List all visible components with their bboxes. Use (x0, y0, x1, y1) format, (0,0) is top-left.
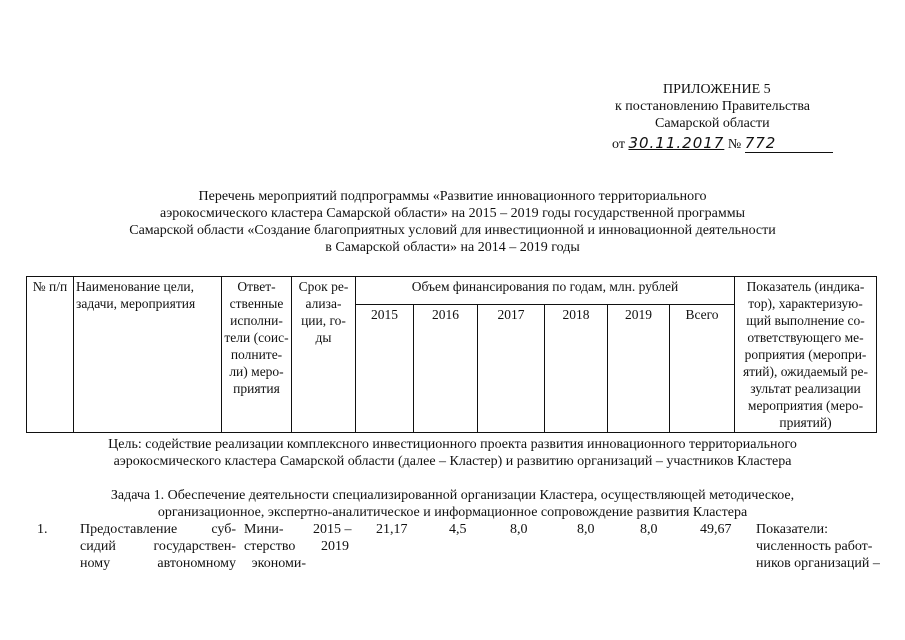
title-line-4: в Самарской области» на 2014 – 2019 годы (325, 240, 580, 255)
task-line-1: Задача 1. Обеспечение деятельности специализированной организации Кластера, осуществляющей методическое, (110, 488, 795, 503)
decree-line-1: к постановлению Правительства (615, 99, 811, 114)
task-line-2: организационное, экспертно-аналитическое и информационное сопровождение развития Кластера (157, 505, 748, 520)
row-1-resp-line-1: Мини- (244, 522, 284, 537)
row-1-resp-line-2: стерство (244, 539, 296, 554)
row-1-indicator-line-2: численность работ- (756, 539, 873, 554)
row-1-indicator-line-3: ников организаций – (756, 556, 880, 571)
row-1-name-line-3: ному автономному (80, 556, 236, 571)
header-col-name: Наименование цели, задачи, мероприятия (74, 277, 222, 433)
row-1-value-total: 49,67 (700, 522, 732, 537)
header-year-2019: 2019 (608, 305, 670, 433)
measures-table-header (26, 276, 877, 433)
header-col-indicator: Показатель (индика-тор), характеризую-щий выполнение со-ответствующего ме-роприятия (меропри-ятий), ожидаемый ре-зультат реализации мероприятия (меро-приятий) (735, 277, 877, 433)
row-1-indicator-line-1: Показатели: (756, 522, 828, 537)
handwritten-date: 30.11.2017 (628, 134, 725, 152)
row-1-resp-line-3: экономи- (251, 556, 306, 571)
goal-line-1: Цель: содействие реализации комплексного инвестиционного проекта развития инновационного территориального (108, 437, 797, 452)
header-year-2017: 2017 (478, 305, 545, 433)
row-1-value-2015: 21,17 (376, 522, 408, 537)
row-1-name-line-1: Предоставление суб- (80, 522, 236, 537)
header-year-2015: 2015 (356, 305, 414, 433)
row-1-value-2016: 4,5 (449, 522, 467, 537)
decree-line-2: Самарской области (655, 116, 770, 131)
header-col-funding: Объем финансирования по годам, млн. рублей (356, 277, 735, 305)
row-1-term-line-2: 2019 (321, 539, 349, 554)
header-year-total: Всего (670, 305, 735, 433)
row-1-number: 1. (37, 522, 48, 537)
row-1-value-2019: 8,0 (640, 522, 658, 537)
title-line-1: Перечень мероприятий подпрограммы «Развитие инновационного территориального (198, 189, 707, 204)
date-prefix: от (612, 137, 625, 152)
header-col-term: Срок ре-ализа-ции, го-ды (292, 277, 356, 433)
header-col-number: № п/п (27, 277, 74, 433)
handwritten-number: 772 (745, 134, 833, 153)
goal-line-2: аэрокосмического кластера Самарской области (далее – Кластер) и развитию организаций – участников Кластера (113, 454, 792, 469)
header-col-responsible: Ответ-ственные исполни-тели (соис-полните-ли) меро-приятия (222, 277, 292, 433)
row-1-value-2018: 8,0 (577, 522, 595, 537)
title-line-2: аэрокосмического кластера Самарской области» на 2015 – 2019 годы государственной программы (160, 206, 745, 221)
header-year-2018: 2018 (545, 305, 608, 433)
row-1-name-line-2: сидий государствен- (80, 539, 236, 554)
row-1-term-line-1: 2015 – (313, 522, 352, 537)
appendix-label: ПРИЛОЖЕНИЕ 5 (663, 82, 771, 97)
number-prefix: № (727, 137, 742, 152)
title-line-3: Самарской области «Создание благоприятных условий для инвестиционной и инновационной деятельности (129, 223, 776, 238)
date-number-line (612, 134, 833, 153)
header-year-2016: 2016 (414, 305, 478, 433)
row-1-value-2017: 8,0 (510, 522, 528, 537)
